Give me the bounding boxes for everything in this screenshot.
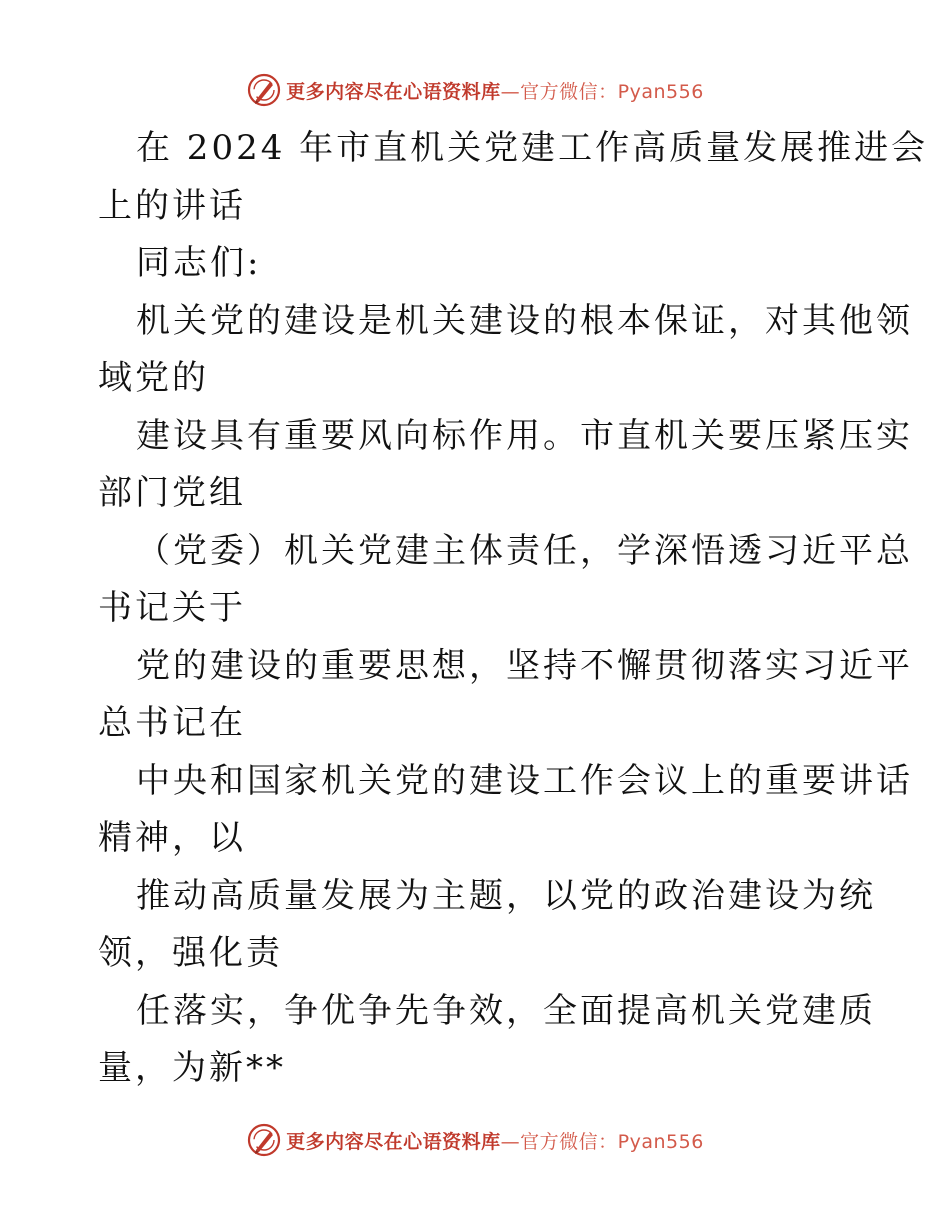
text-line: 书记关于 — [98, 588, 246, 628]
header-banner — [0, 70, 950, 110]
text-line: 在 2024 年市直机关党建工作高质量发展推进会 — [136, 128, 929, 168]
text-line: 部门党组 — [98, 473, 246, 513]
text-line: 任落实，争优争先争效，全面提高机关党建质 — [136, 990, 876, 1031]
text-line: 领，强化责 — [98, 933, 283, 973]
banner-text: 更多内容尽在心语资料库—官方微信：Pyan556 — [286, 80, 704, 103]
text-line: （党委）机关党建主体责任，学深悟透习近平总 — [136, 530, 913, 571]
text-line: 同志们: — [136, 243, 262, 283]
pen-logo-icon — [246, 72, 282, 108]
pen-logo-icon — [246, 1122, 282, 1158]
text-line: 上的讲话 — [98, 185, 246, 226]
banner-text: 更多内容尽在心语资料库—官方微信：Pyan556 — [286, 1130, 704, 1153]
document-body — [98, 120, 929, 1098]
text-line: 总书记在 — [98, 703, 246, 743]
text-line: 量，为新** — [98, 1048, 286, 1088]
text-line: 推动高质量发展为主题，以党的政治建设为统 — [136, 875, 876, 916]
text-line: 精神，以 — [98, 818, 246, 858]
text-line: 域党的 — [98, 358, 209, 398]
text-line: 中央和国家机关党的建设工作会议上的重要讲话 — [136, 760, 913, 801]
text-line: 建设具有重要风向标作用。市直机关要压紧压实 — [136, 415, 913, 456]
text-line: 机关党的建设是机关建设的根本保证，对其他领 — [136, 300, 913, 341]
footer-banner — [0, 1120, 950, 1160]
text-line: 党的建设的重要思想，坚持不懈贯彻落实习近平 — [136, 645, 913, 686]
